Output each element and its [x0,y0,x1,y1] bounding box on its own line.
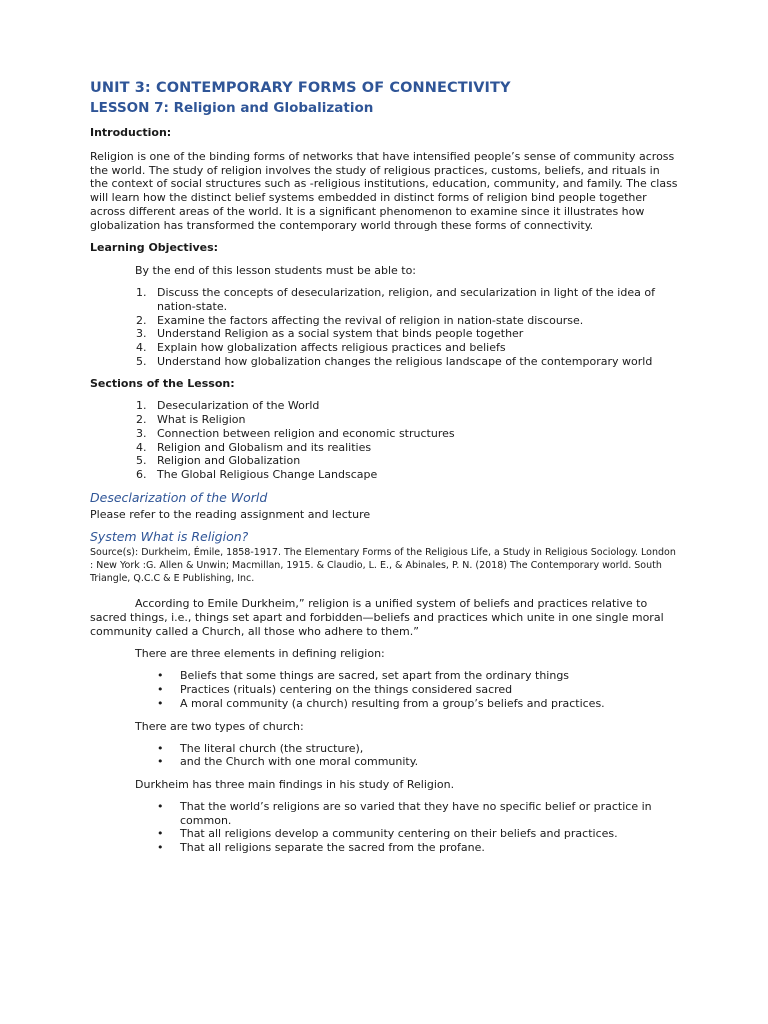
elements-list [90,669,678,710]
list-item [136,399,678,413]
list-number: 1. [136,399,147,413]
list-item-text: Understand Religion as a social system that binds people together [157,327,524,341]
list-number: 3. [136,426,147,440]
list-item [157,669,678,683]
list-number: 4. [136,341,147,355]
lesson-title: LESSON 7: Religion and Globalization [90,100,374,116]
introduction-text: Religion is one of the binding forms of networks that have intensified people’s sense of community across the world. The study of religion involves the study of religious practices, customs, beliefs, and rituals in the context of social structures such as -religious institutions, education, community, and family. The class will learn how the distinct belief systems embedded in distinct forms of religion bind people together across different areas of the world. It is a significant phenomenon to examine since it illustrates how globalization has transformed the contemporary world through these forms of connectivity. [90,150,678,232]
bullet-icon: • [157,669,164,683]
church-lead: There are two types of church: [135,719,304,733]
objectives-heading: Learning Objectives: [90,241,219,255]
church-types-list [90,742,678,769]
bullet-icon: • [157,827,164,841]
list-item [157,755,678,769]
list-item [157,741,678,756]
source-citation: Source(s): Durkheim, Émile, 1858-1917. The Elementary Forms of the Religious Life, a Study in Religious Sociology. London : New York :G. Allen & Unwin; Macmillan, 1915. & Claudio, L. E., & Abinales, P. N. (2018) The Contemporary world. South Triangle, Q.C.C & E Publishing, Inc. [90,547,676,585]
list-item [136,467,678,482]
list-item-text: and the Church with one moral community. [180,755,419,769]
list-item-text: Religion and Globalization [157,454,301,468]
list-item [136,426,678,441]
durkheim-quote: According to Emile Durkheim,” religion is a unified system of beliefs and practices relative to sacred things, i.e., things set apart and forbidden—beliefs and practices which unite in one single moral community called a Church, all those who adhere to them.” [90,597,664,638]
list-item-text: A moral community (a church) resulting from a group’s beliefs and practices. [180,696,605,710]
list-number: 2. [136,313,147,327]
list-item-text: Examine the factors affecting the revival of religion in nation-state discourse. [157,313,584,327]
bullet-icon: • [157,683,164,697]
list-item-text: Desecularization of the World [157,399,320,413]
list-item [157,827,678,841]
list-item [136,440,678,455]
list-item-text: That all religions develop a community centering on their beliefs and practices. [180,827,618,841]
list-item-text: Beliefs that some things are sacred, set apart from the ordinary things [180,669,570,683]
list-item-text: Discuss the concepts of desecularization, religion, and secularization in light of the idea of nation-state. [157,286,655,313]
list-item-text: That all religions separate the sacred from the profane. [180,841,485,855]
list-number: 4. [136,440,147,454]
introduction-heading: Introduction: [90,126,172,139]
list-item [136,286,678,313]
list-number: 3. [136,327,147,341]
desecularization-text: Please refer to the reading assignment and lecture [90,507,371,521]
findings-lead: Durkheim has three main findings in his study of Religion. [135,777,455,791]
list-item-text: That the world’s religions are so varied that they have no specific belief or practice in common. [180,799,652,827]
sections-heading: Sections of the Lesson: [90,377,235,391]
list-number: 6. [136,467,147,481]
bullet-icon: • [157,696,164,710]
list-item-text: The Global Religious Change Landscape [157,467,378,481]
list-item-text: Explain how globalization affects religious practices and beliefs [157,341,506,355]
findings-list [90,800,678,855]
bullet-icon: • [157,841,164,855]
list-number: 1. [136,286,147,300]
list-item-text: Practices (rituals) centering on the things considered sacred [180,683,513,697]
bullet-icon: • [157,799,164,813]
list-item [136,454,678,468]
sections-list [90,399,678,481]
list-item-text: Religion and Globalism and its realities [157,440,372,454]
list-number: 5. [136,354,147,368]
bullet-icon: • [157,755,164,769]
list-item-text: Connection between religion and economic structures [157,426,455,440]
list-item [157,696,678,711]
list-item [157,683,678,697]
unit-title: UNIT 3: CONTEMPORARY FORMS OF CONNECTIVITY [90,80,511,96]
list-item-text: Understand how globalization changes the religious landscape of the contemporary world [157,354,653,368]
list-item [136,341,678,355]
list-item-text: What is Religion [157,413,246,427]
desecularization-heading: Deseclarization of the World [90,489,268,505]
list-item [136,313,678,328]
list-item-text: The literal church (the structure), [180,741,364,755]
list-number: 5. [136,454,147,468]
what-is-religion-heading: System What is Religion? [90,529,249,545]
list-number: 2. [136,413,147,427]
objectives-list [90,286,678,368]
bullet-icon: • [157,741,164,755]
list-item [157,841,678,855]
elements-lead: There are three elements in defining religion: [135,647,385,661]
objectives-lead: By the end of this lesson students must be able to: [135,264,417,278]
list-item [136,413,678,427]
list-item [157,799,678,827]
list-item [136,327,678,341]
list-item [136,354,678,369]
